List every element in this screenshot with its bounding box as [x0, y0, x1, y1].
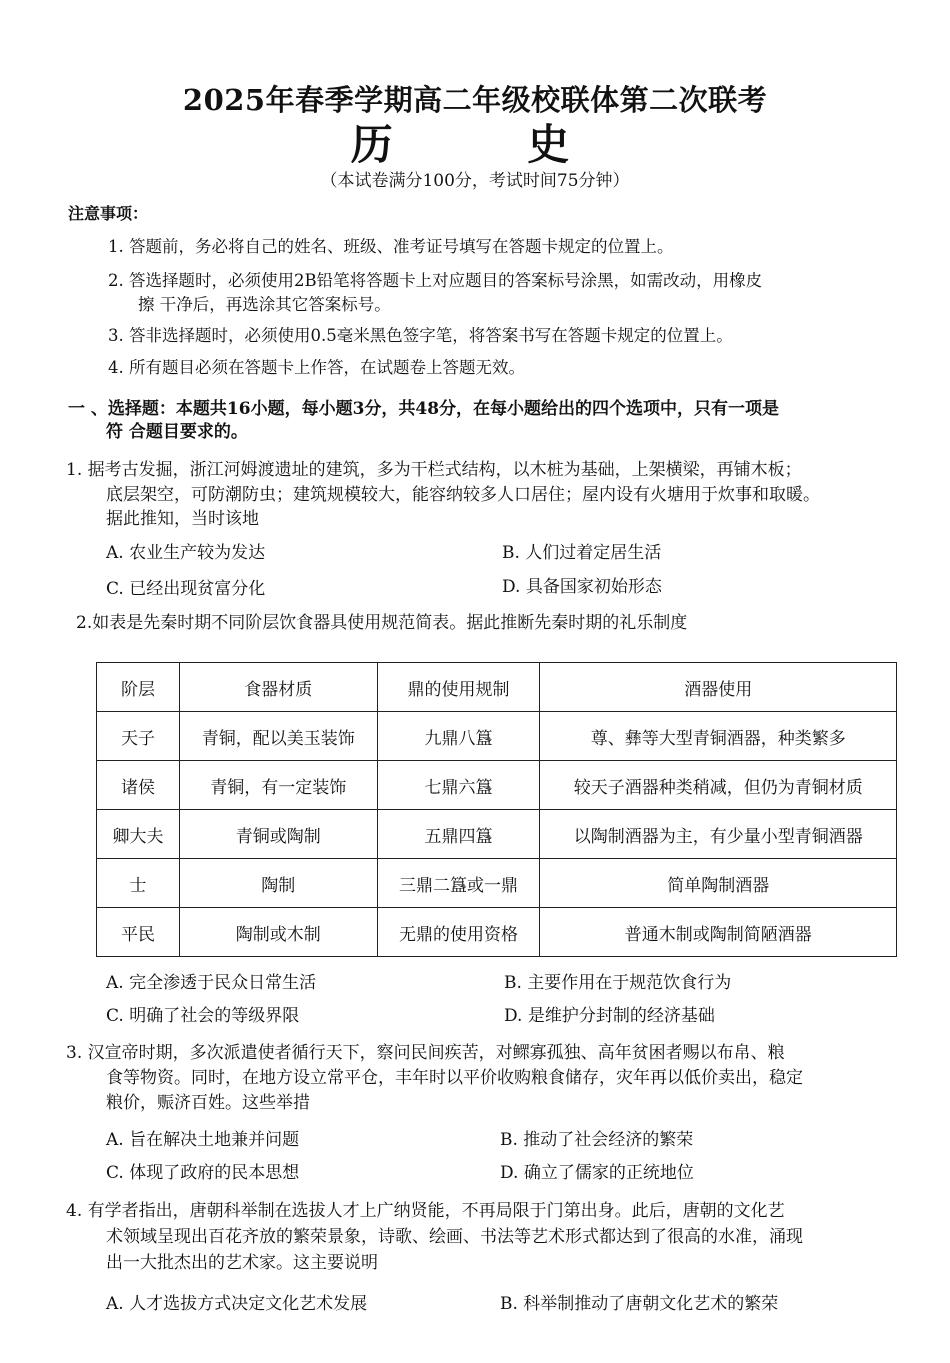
notice-item: 1. 答题前，务必将自己的姓名、班级、准考证号填写在答题卡规定的位置上。	[108, 237, 674, 256]
question-1-option-d: D. 具备国家初始形态	[502, 577, 662, 597]
question-2-option-a: A. 完全渗透于民众日常生活	[106, 973, 317, 993]
section-heading-continued: 符 合题目要求的。	[106, 422, 248, 442]
table-header: 食器材质	[179, 663, 377, 712]
notice-item-continued: 擦 干净后，再选涂其它答案标号。	[138, 295, 391, 314]
question-4-option-b: B. 科举制推动了唐朝文化艺术的繁荣	[500, 1294, 779, 1314]
table-row	[97, 712, 897, 761]
question-2-option-b: B. 主要作用在于规范饮食行为	[504, 973, 732, 993]
table-cell: 诸侯	[97, 761, 180, 810]
table-cell: 陶制或木制	[179, 908, 377, 957]
table-header: 鼎的使用规制	[377, 663, 540, 712]
table-cell: 卿大夫	[97, 810, 180, 859]
question-4-stem: 出一大批杰出的艺术家。这主要说明	[106, 1253, 378, 1273]
table-header-row	[97, 663, 897, 712]
table-cell: 陶制	[179, 859, 377, 908]
question-3-option-d: D. 确立了儒家的正统地位	[500, 1163, 694, 1183]
table-cell: 无鼎的使用资格	[377, 908, 540, 957]
table-cell: 较天子酒器种类稍减，但仍为青铜材质	[540, 761, 897, 810]
question-4-stem: 术领域呈现出百花齐放的繁荣景象，诗歌、绘画、书法等艺术形式都达到了很高的水准，涌现	[106, 1227, 803, 1247]
question-1-stem: 1. 据考古发掘，浙江河姆渡遗址的建筑，多为干栏式结构，以木桩为基础，上架横梁，再铺木板；	[66, 460, 802, 480]
question-2-option-d: D. 是维护分封制的经济基础	[504, 1006, 715, 1026]
rites-table	[96, 662, 897, 957]
table-cell: 士	[97, 859, 180, 908]
question-1-option-c: C. 已经出现贫富分化	[106, 579, 266, 599]
question-3-stem: 3. 汉宣帝时期，多次派遣使者循行天下，察问民间疾苦，对鳏寡孤独、高年贫困者赐以布帛、粮	[66, 1043, 785, 1063]
question-2-option-c: C. 明确了社会的等级界限	[106, 1006, 300, 1026]
table-cell: 五鼎四簋	[377, 810, 540, 859]
question-4-stem: 4. 有学者指出，唐朝科举制在选拔人才上广纳贤能，不再局限于门第出身。此后，唐朝的文化艺	[66, 1201, 785, 1221]
table-header: 阶层	[97, 663, 180, 712]
table-cell: 三鼎二簋或一鼎	[377, 859, 540, 908]
notice-item: 3. 答非选择题时，必须使用0.5毫米黑色签字笔，将答案书写在答题卡规定的位置上。	[108, 326, 733, 345]
table-cell: 七鼎六簋	[377, 761, 540, 810]
table-cell: 青铜，配以美玉装饰	[179, 712, 377, 761]
table-cell: 青铜，有一定装饰	[179, 761, 377, 810]
question-1-stem: 据此推知，当时该地	[106, 509, 259, 529]
question-3-stem: 粮价，赈济百姓。这些举措	[106, 1093, 310, 1113]
table-cell: 尊、彝等大型青铜酒器，种类繁多	[540, 712, 897, 761]
question-1-option-b: B. 人们过着定居生活	[502, 543, 662, 563]
question-3-option-a: A. 旨在解决土地兼并问题	[106, 1130, 300, 1150]
exam-info: （本试卷满分100分，考试时间75分钟）	[320, 171, 630, 191]
question-3-stem: 食等物资。同时，在地方设立常平仓，丰年时以平价收购粮食储存，灾年再以低价卖出，稳定	[106, 1068, 803, 1088]
table-cell: 平民	[97, 908, 180, 957]
question-1-stem: 底层架空，可防潮防虫；建筑规模较大，能容纳较多人口居住；屋内设有火塘用于炊事和取暖。	[106, 485, 820, 505]
table-row	[97, 810, 897, 859]
question-1-option-a: A. 农业生产较为发达	[106, 543, 266, 563]
question-3-option-b: B. 推动了社会经济的繁荣	[500, 1130, 694, 1150]
table-row	[97, 761, 897, 810]
exam-title: 2025年春季学期高二年级校联体第二次联考	[182, 83, 768, 117]
table-cell: 九鼎八簋	[377, 712, 540, 761]
table-header: 酒器使用	[540, 663, 897, 712]
notice-item: 4. 所有题目必须在答题卡上作答，在试题卷上答题无效。	[108, 358, 525, 377]
notice-item: 2. 答选择题时，必须使用2B铅笔将答题卡上对应题目的答案标号涂黑，如需改动，用橡皮	[108, 271, 763, 290]
section-heading: 一 、选择题：本题共16小题，每小题3分，共48分，在每小题给出的四个选项中，只有一项是	[68, 399, 780, 419]
notice-heading: 注意事项：	[68, 204, 149, 223]
table-cell: 以陶制酒器为主，有少量小型青铜酒器	[540, 810, 897, 859]
table-row	[97, 908, 897, 957]
question-3-option-c: C. 体现了政府的民本思想	[106, 1163, 300, 1183]
table-cell: 青铜或陶制	[179, 810, 377, 859]
subject-title: 历 史	[350, 120, 630, 169]
table-cell: 普通木制或陶制简陋酒器	[540, 908, 897, 957]
table-cell: 天子	[97, 712, 180, 761]
table-row	[97, 859, 897, 908]
question-2-stem: 2.如表是先秦时期不同阶层饮食器具使用规范简表。据此推断先秦时期的礼乐制度	[76, 613, 688, 633]
table-cell: 简单陶制酒器	[540, 859, 897, 908]
question-4-option-a: A. 人才选拔方式决定文化艺术发展	[106, 1294, 368, 1314]
